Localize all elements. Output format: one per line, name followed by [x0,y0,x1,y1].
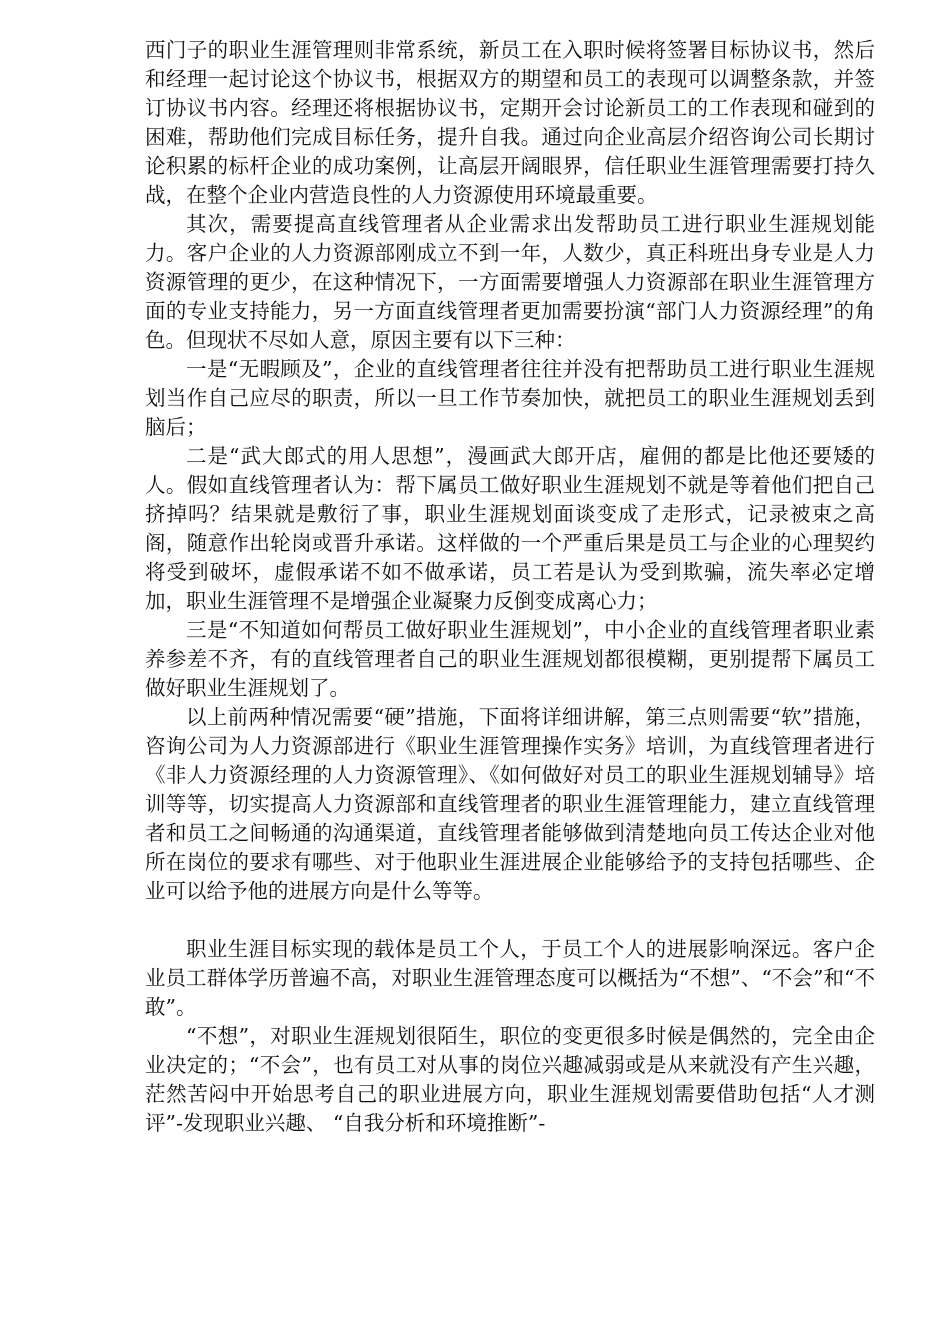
paragraph-reason-one: 一是“无暇顾及”，企业的直线管理者往往并没有把帮助员工进行职业生涯规划当作自己应尽的职责，所以一旦工作节奏加快，就把员工的职业生涯规划丢到脑后； [145,357,875,439]
paragraph-line-manager-capability: 其次，需要提高直线管理者从企业需求出发帮助员工进行职业生涯规划能力。客户企业的人力资源部刚成立不到一年，人数少，真正科班出身专业是人力资源管理的更少，在这种情况下，一方面需要增强人力资源部在职业生涯管理方面的专业支持能力，另一方面直线管理者更加需要扮演“部门人力资源经理”的角色。但现状不尽如人意，原因主要有以下三种： [145,212,875,352]
paragraph-spacer [145,906,875,935]
paragraph-not-want-not-know: “不想”，对职业生涯规划很陌生，职位的变更很多时候是偶然的，完全由企业决定的；“不会”，也有员工对从事的岗位兴趣减弱或是从来就没有产生兴趣，茫然苦闷中开始思考自己的职业进展方向，职业生涯规划需要借助包括“人才测评”-发现职业兴趣、 “自我分析和环境推断”- [145,1024,875,1135]
document-page [145,36,875,1138]
paragraph-employee-attitude: 职业生涯目标实现的载体是员工个人，于员工个人的进展影响深远。客户企业员工群体学历普遍不高，对职业生涯管理态度可以概括为“不想”、“不会”和“不敢”。 [145,937,875,1019]
paragraph-reason-three: 三是“不知道如何帮员工做好职业生涯规划”，中小企业的直线管理者职业素养参差不齐，有的直线管理者自己的职业生涯规划都很模糊，更别提帮下属员工做好职业生涯规划了。 [145,618,875,700]
paragraph-measures: 以上前两种情况需要“硬”措施，下面将详细讲解，第三点则需要“软”措施，咨询公司为人力资源部进行《职业生涯管理操作实务》培训，为直线管理者进行《非人力资源经理的人力资源管理》、《如何做好对员工的职业生涯规划辅导》培训等等，切实提高人力资源部和直线管理者的职业生涯管理能力，建立直线管理者和员工之间畅通的沟通渠道，直线管理者能够做到清楚地向员工传达企业对他所在岗位的要求有哪些、对于他职业生涯进展企业能够给予的支持包括哪些、企业可以给予他的进展方向是什么等等。 [145,705,875,903]
paragraph-siemens-case: 西门子的职业生涯管理则非常系统，新员工在入职时候将签署目标协议书，然后和经理一起讨论这个协议书，根据双方的期望和员工的表现可以调整条款，并签订协议书内容。经理还将根据协议书，定期开会讨论新员工的工作表现和碰到的困难，帮助他们完成目标任务，提升自我。通过向企业高层介绍咨询公司长期讨论积累的标杆企业的成功案例，让高层开阔眼界，信任职业生涯管理需要打持久战，在整个企业内营造良性的人力资源使用环境最重要。 [145,38,875,207]
paragraph-reason-two: 二是“武大郎式的用人思想”，漫画武大郎开店，雇佣的都是比他还要矮的人。假如直线管理者认为：帮下属员工做好职业生涯规划不就是等着他们把自己挤掉吗？结果就是敷衍了事，职业生涯规划面谈变成了走形式，记录被束之高阁，随意作出轮岗或晋升承诺。这样做的一个严重后果是员工与企业的心理契约将受到破坏，虚假承诺不如不做承诺，员工若是认为受到欺骗，流失率必定增加，职业生涯管理不是增强企业凝聚力反倒变成离心力； [145,444,875,613]
